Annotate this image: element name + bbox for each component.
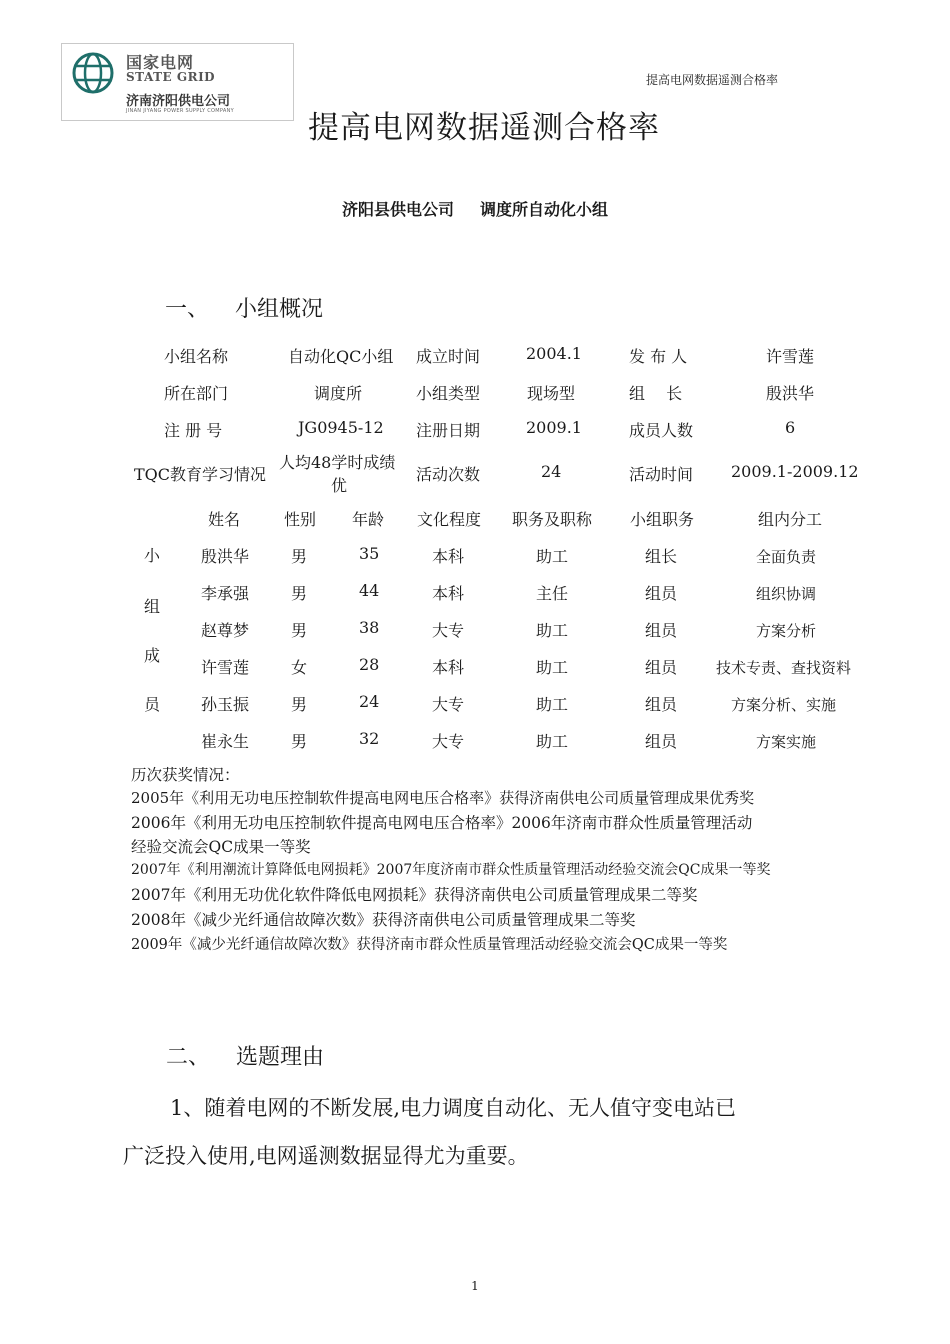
member-duty: 方案实施 — [756, 733, 817, 751]
logo-subsidiary-english: JINAN JIYANG POWER SUPPLY COMPANY — [126, 108, 234, 114]
member-age: 28 — [359, 655, 380, 674]
info-label: 发 布 人 — [629, 347, 688, 366]
member-name: 赵尊梦 — [201, 621, 250, 640]
info-value: 6 — [785, 418, 796, 437]
member-title: 助工 — [536, 658, 569, 677]
side-label-char: 组 — [144, 597, 161, 616]
info-value: 人均48学时成绩 — [279, 453, 396, 472]
section-1-heading — [165, 292, 323, 323]
member-education: 本科 — [432, 658, 465, 677]
member-age: 35 — [359, 544, 380, 563]
info-value: 2004.1 — [526, 344, 582, 363]
member-gender: 男 — [291, 695, 308, 714]
info-value: 调度所 — [314, 384, 363, 403]
member-gender: 男 — [291, 732, 308, 751]
info-value: 自动化QC小组 — [288, 347, 394, 366]
award-line: 2007年《利用潮流计算降低电网损耗》2007年度济南市群众性质量管理活动经验交流会QC成果一等奖 — [131, 862, 771, 878]
member-age: 38 — [359, 618, 380, 637]
member-role: 组长 — [645, 547, 678, 566]
column-header: 组内分工 — [758, 510, 823, 529]
award-line: 2005年《利用无功电压控制软件提高电网电压合格率》获得济南供电公司质量管理成果优秀奖 — [131, 789, 755, 807]
page-number: 1 — [471, 1279, 479, 1293]
info-value-cont: 优 — [331, 476, 348, 495]
member-role: 组员 — [645, 695, 678, 714]
info-label: 小组类型 — [416, 384, 481, 403]
member-education: 本科 — [432, 584, 465, 603]
section-1-title: 小组概况 — [235, 297, 324, 322]
info-label: 注册日期 — [416, 421, 481, 440]
member-education: 本科 — [432, 547, 465, 566]
member-gender: 男 — [291, 584, 308, 603]
info-label: 成员人数 — [629, 421, 694, 440]
info-value: JG0945-12 — [298, 418, 384, 437]
member-duty: 方案分析 — [756, 622, 817, 640]
member-name: 崔永生 — [201, 732, 250, 751]
info-value: 24 — [541, 462, 562, 481]
side-label-char: 成 — [144, 646, 161, 665]
column-header: 文化程度 — [417, 510, 482, 529]
column-header: 姓名 — [208, 510, 241, 529]
side-label-char: 员 — [144, 695, 161, 714]
member-title: 助工 — [536, 732, 569, 751]
logo-subsidiary-name: 济南济阳供电公司 — [126, 94, 231, 109]
column-header: 小组职务 — [630, 510, 695, 529]
award-line: 2009年《减少光纤通信故障次数》获得济南市群众性质量管理活动经验交流会QC成果一等奖 — [131, 937, 728, 953]
info-label: 成立时间 — [416, 347, 481, 366]
award-line: 2007年《利用无功优化软件降低电网损耗》获得济南供电公司质量管理成果二等奖 — [131, 886, 698, 904]
info-value: 现场型 — [527, 384, 576, 403]
member-age: 44 — [359, 581, 380, 600]
member-duty: 技术专责、查找资料 — [716, 659, 852, 677]
member-name: 李承强 — [201, 584, 250, 603]
section-2-number: 二、 — [166, 1045, 211, 1070]
member-age: 24 — [359, 692, 380, 711]
info-label: TQC教育学习情况 — [134, 465, 267, 484]
member-title: 助工 — [536, 621, 569, 640]
info-value: 2009.1-2009.12 — [731, 462, 859, 481]
member-name: 许雪莲 — [201, 658, 250, 677]
member-name: 孙玉振 — [201, 695, 250, 714]
member-gender: 男 — [291, 621, 308, 640]
info-label: 活动时间 — [629, 465, 694, 484]
paragraph-line-1: 1、随着电网的不断发展,电力调度自动化、无人值守变电站已 — [170, 1096, 737, 1120]
member-duty: 全面负责 — [756, 548, 817, 566]
member-title: 助工 — [536, 547, 569, 566]
logo-english-name: STATE GRID — [126, 70, 216, 84]
paragraph-line-2: 广泛投入使用,电网遥测数据显得尤为重要。 — [123, 1144, 529, 1168]
info-label: 注 册 号 — [164, 421, 223, 440]
section-1-number: 一、 — [165, 297, 210, 322]
state-grid-globe-icon — [72, 52, 114, 94]
award-line: 2008年《减少光纤通信故障次数》获得济南供电公司质量管理成果二等奖 — [131, 911, 636, 929]
section-2-title: 选题理由 — [236, 1045, 325, 1070]
award-line: 2006年《利用无功电压控制软件提高电网电压合格率》2006年济南市群众性质量管理活动 — [131, 814, 753, 832]
member-gender: 男 — [291, 547, 308, 566]
subtitle-company: 济阳县供电公司 — [341, 200, 454, 219]
info-value: 许雪莲 — [766, 347, 815, 366]
member-age: 32 — [359, 729, 380, 748]
info-value: 2009.1 — [526, 418, 582, 437]
award-line: 经验交流会QC成果一等奖 — [131, 838, 311, 856]
member-role: 组员 — [645, 584, 678, 603]
subtitle-group: 调度所自动化小组 — [480, 200, 609, 219]
info-label: 小组名称 — [164, 347, 229, 366]
member-title: 助工 — [536, 695, 569, 714]
member-role: 组员 — [645, 658, 678, 677]
info-label: 所在部门 — [164, 384, 229, 403]
running-header: 提高电网数据遥测合格率 — [645, 73, 778, 87]
column-header: 年龄 — [352, 510, 385, 529]
member-gender: 女 — [291, 658, 308, 677]
member-name: 殷洪华 — [201, 547, 250, 566]
column-header: 性别 — [284, 510, 317, 529]
member-duty: 方案分析、实施 — [731, 696, 837, 714]
logo-chinese-name: 国家电网 — [126, 53, 195, 72]
member-role: 组员 — [645, 732, 678, 751]
column-header: 职务及职称 — [512, 510, 593, 529]
member-education: 大专 — [432, 732, 465, 751]
awards-heading: 历次获奖情况： — [131, 766, 240, 784]
member-duty: 组织协调 — [756, 585, 817, 603]
section-2-heading — [166, 1040, 324, 1071]
info-label: 组 长 — [629, 384, 683, 403]
side-label-char: 小 — [144, 546, 161, 565]
member-education: 大专 — [432, 621, 465, 640]
document-subtitle — [0, 197, 950, 220]
member-title: 主任 — [536, 584, 569, 603]
info-value: 殷洪华 — [766, 384, 815, 403]
info-label: 活动次数 — [416, 465, 481, 484]
document-title: 提高电网数据遥测合格率 — [308, 110, 660, 146]
member-role: 组员 — [645, 621, 678, 640]
member-education: 大专 — [432, 695, 465, 714]
